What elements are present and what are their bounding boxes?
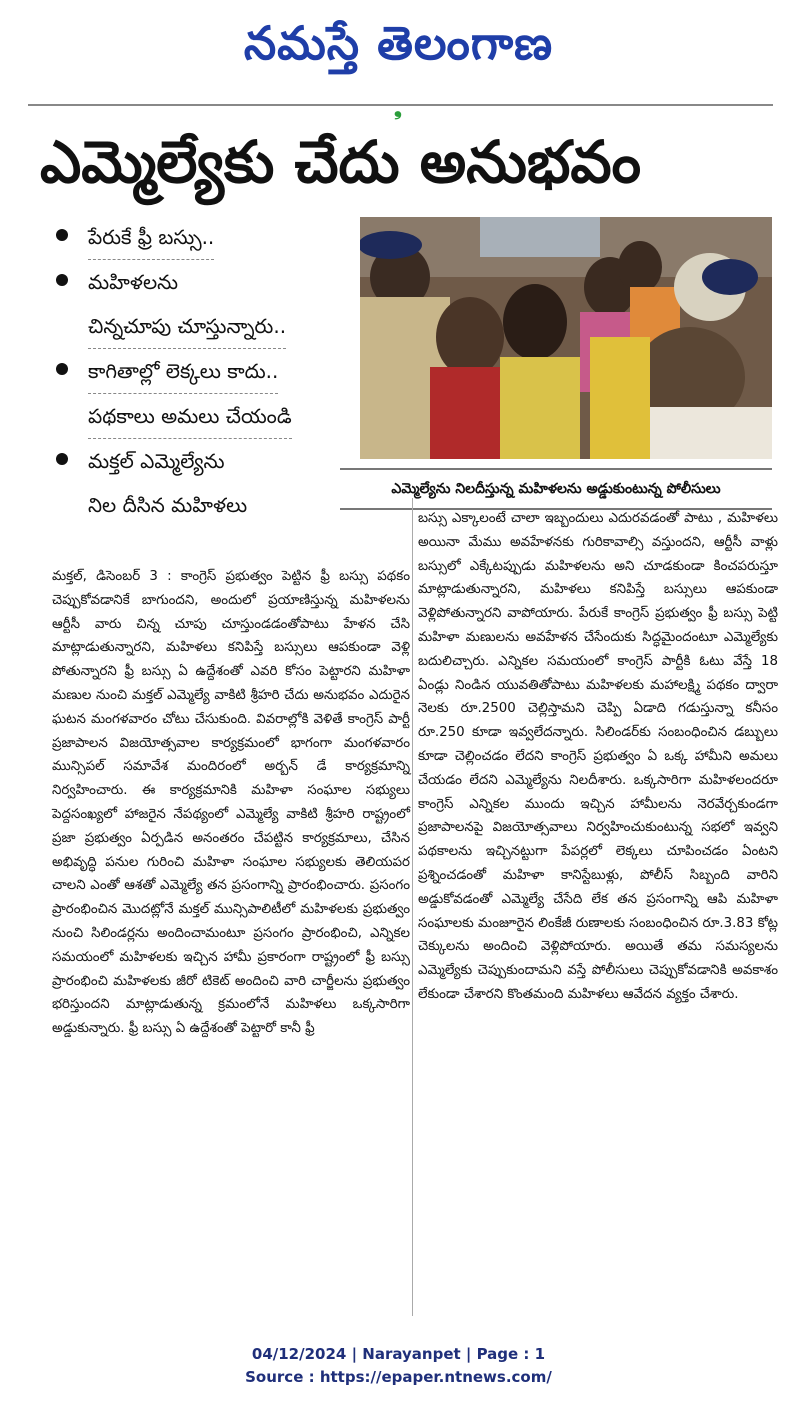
column-divider bbox=[412, 498, 413, 1316]
crowd-photo-illustration bbox=[360, 217, 772, 459]
bullet-list bbox=[48, 215, 358, 527]
bullet-item bbox=[48, 215, 358, 260]
article-column-1 bbox=[52, 565, 410, 1041]
headline: ఎమ్మెల్యేకు చేదు అనుభవం bbox=[40, 128, 642, 196]
article-text: బస్సు ఎక్కాలంటే చాలా ఇబ్బందులు ఎదురవడంతో పాటు , మహిళలు అయినా మేము అవహేళనకు గురికావాల్సి వస్తుందని, ఆర్టీసీ వాళ్లు బస్సులో ఎక్కేటప్పుడు మహిళలను అని చూడకుండా కించపరుస్తూ మాట్లాడుతున్నారని, మహిళలు కనిపిస్తే బస్సులు ఆపకుండా వెళ్లిపోతున్నారని వాపోయారు. పేరుకే కాంగ్రెస్ ప్రభుత్వం ఫ్రీ బస్సు పెట్టి మహిళా మణులను అవహేళన చేసేందుకు సిద్ధమైందంటూ ఎమ్మెల్యేకు బదులిచ్చారు. ఎన్నికల సమయంలో కాంగ్రెస్ పార్టీకి ఓటు వేస్తే 18 ఏండ్లు నిండిన యువతితోపాటు మహిళలకు మహాలక్ష్మి పథకం ద్వారా నెలకు రూ.2500 చెల్లిస్తామని చెప్పి ఏడాది గడుస్తున్నా కనీసం రూ.250 కూడా ఇవ్వలేదన్నారు. సిలిండర్‌కు సంబంధించిన డబ్బులు కూడా చెల్లించడం లేదని కాంగ్రెస్ ప్రభుత్వం ఏ ఒక్క హామీని అమలు చేయడం లేదని ఎమ్మెల్యేను నిలదీశారు. ఒక్కసారిగా మహిళలందరూ కాంగ్రెస్ ఎన్నికల ముందు ఇచ్చిన హామీలను నెరవేర్చకుండగా ప్రజాపాలనపై విజయోత్సవాలు నిర్వహించుకుంటున్న సభలో ఇవ్వని పథకాలను ఇచ్చినట్టుగా పేపర్లలో లెక్కలు చూపించడం ఏంటని ప్రశ్నించడంతో మహిళా కానిస్టేబుళ్లు, పోలీస్ సిబ్బంది వారిని అడ్డుకోవడంతో ఎమ్మెల్యే చేసేది లేక తన ప్రసంగాన్ని ఆపి మహిళా సంఘాలకు మంజూరైన లింకేజీ రుణాలకు సంబంధించిన రూ.3.83 కోట్ల చెక్కులను అందించి వెళ్లిపోయారు. అయితే తమ సమస్యలను ఎమ్మెల్యేకు చెప్పుకుందామని వస్తే పోలీసులు చెప్పుకోవడానికి అవకాశం లేకుండా చేశారని కొంతమంది మహిళలు ఆవేదన వ్యక్తం చేశారు. bbox=[418, 511, 778, 1002]
news-photo bbox=[360, 217, 772, 459]
bullet-item bbox=[48, 439, 358, 527]
bullet-dot-icon bbox=[56, 274, 68, 286]
bullet-dot-icon bbox=[56, 229, 68, 241]
photo-caption: ఎమ్మెల్యేను నిలదీస్తున్న మహిళలను అడ్డుకుంటున్న పోలీసులు bbox=[340, 468, 772, 510]
footer-date-page: 04/12/2024 | Narayanpet | Page : 1 bbox=[251, 1345, 546, 1363]
bullet-line: మహిళలను bbox=[88, 270, 179, 294]
bullet-item bbox=[48, 349, 358, 439]
bullet-line: నిల దీసిన మహిళలు bbox=[88, 493, 248, 517]
logo-mark-icon: ❟ bbox=[394, 96, 402, 120]
bullet-dot-icon bbox=[56, 453, 68, 465]
masthead-logo: నమస్తే తెలంగాణ bbox=[243, 16, 554, 70]
bullet-line: పేరుకే ఫ్రీ బస్సు.. bbox=[88, 215, 214, 260]
article-column-2 bbox=[418, 507, 778, 1007]
bullet-line: చిన్నచూపు చూస్తున్నారు.. bbox=[88, 304, 286, 349]
bullet-line: కాగితాల్లో లెక్కలు కాదు.. bbox=[88, 349, 278, 394]
bullet-item bbox=[48, 260, 358, 349]
bullet-dot-icon bbox=[56, 363, 68, 375]
footer-source: Source : https://epaper.ntnews.com/ bbox=[245, 1368, 552, 1386]
bullet-line: పథకాలు అమలు చేయండి bbox=[88, 394, 292, 439]
masthead bbox=[0, 8, 797, 78]
bullet-line: మక్తల్ ఎమ్మెల్యేను bbox=[88, 449, 225, 473]
article-text: మక్తల్, డిసెంబర్ 3 : కాంగ్రెస్ ప్రభుత్వం పెట్టిన ఫ్రీ బస్సు పథకం చెప్పుకోవడానికే బాగుందని, అందులో ప్రయాణిస్తున్న మహిళలను ఆర్టీసీ వారు చిన్న చూపు చూస్తుండడంతోపాటు హేళన చేసి మాట్లాడుతున్నారని, మహిళలు కనిపిస్తే బస్సులు ఆపకుండా వెళ్లి పోతున్నారని ఫ్రీ బస్సు ఏ ఉద్దేశంతో ఎవరి కోసం పెట్టారని మహిళా మణుల నుంచి మక్తల్ ఎమ్మెల్యే వాకిటి శ్రీహరి చేదు అనుభవం ఎదురైన ఘటన మంగళవారం చోటు చేసుకుంది. వివరాల్లోకి వెళితే కాంగ్రెస్ పార్టీ ప్రజాపాలన విజయోత్సవాల కార్యక్రమంలో భాగంగా మంగళవారం మున్సిపల్ సమావేశ మందిరంలో అర్బన్ డే కార్యక్రమాన్ని నిర్వహించారు. ఈ కార్యక్రమానికి మహిళా సంఘాల సభ్యులు పెద్దసంఖ్యలో హాజరైన నేపథ్యంలో ఎమ్మెల్యే వాకిటి శ్రీహరి రాష్ట్రంలో ప్రజా ప్రభుత్వం ఏర్పడిన అనంతరం చేపట్టిన కార్యక్రమాలు, చేసిన అభివృద్ధి పనుల గురించి మహిళా సంఘాల సభ్యులకు తెలియపర చాలని ఎంతో ఆశతో ఎమ్మెల్యే తన ప్రసంగాన్ని ప్రారంభించారు. ప్రసంగం ప్రారంభించిన మొదట్లోనే మక్తల్ మున్సిపాలిటీలో మహిళలకు ప్రభుత్వం నుంచి సిలిండర్లను అందించామంటూ ప్రసంగం ప్రారంభించి, ఎన్నికల సమయంలో మహిళలకు ఇచ్చిన హామీ ప్రకారంగా రాష్ట్రంలో ఫ్రీ బస్సు ప్రారంభించి మహిళలకు జీరో టికెట్ అందించి వారి చార్జీలను ప్రభుత్వం భరిస్తుందని మాట్లాడుతున్న క్రమంలోనే మహిళలు ఒక్కసారిగా అడ్డుకున్నారు. ఫ్రీ బస్సు ఏ ఉద్దేశంతో పెట్టారో కానీ ఫ్రీ bbox=[52, 569, 410, 1037]
